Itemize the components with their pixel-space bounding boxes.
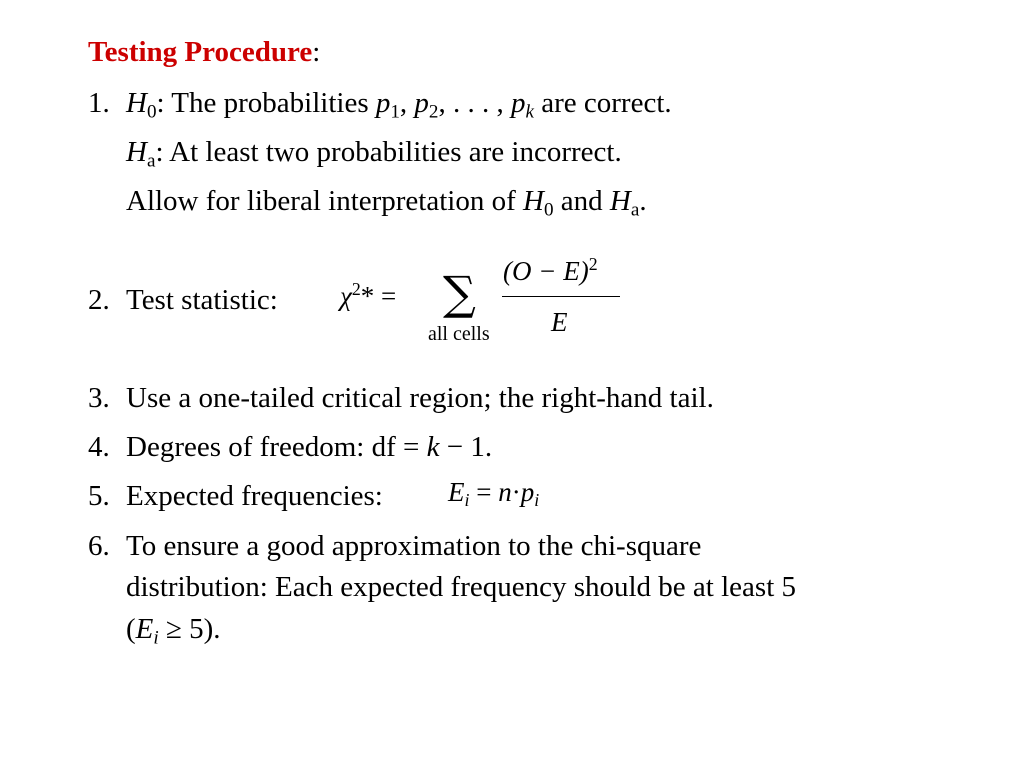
e-sub: i (464, 489, 470, 510)
item-4-number: 4. (88, 431, 110, 463)
item-1-number: 1. (88, 87, 110, 119)
title-text: Testing Procedure (88, 36, 313, 68)
p1-symbol: p (375, 87, 391, 119)
item-6-number: 6. (88, 530, 110, 562)
ha-text: : At least two probabilities are incorrect. (155, 136, 622, 168)
numerator-text: (O − E) (503, 256, 589, 286)
p1-sub: 1 (390, 101, 400, 123)
star-equals: * = (360, 281, 397, 311)
pk-symbol: p (510, 87, 526, 119)
fraction-denominator: E (551, 307, 568, 337)
item-6-line-3 (126, 613, 221, 649)
h0-text: : The probabilities (156, 87, 376, 119)
item-3-number: 3. (88, 382, 110, 414)
chi-square-lhs (340, 279, 397, 311)
item-6-line-2: distribution: Each expected frequency should be at least 5 (126, 571, 797, 603)
item-4-line (126, 433, 492, 462)
item-5-text: Expected frequencies: (126, 480, 383, 512)
h0-text-end: are correct. (533, 87, 672, 119)
item-1-note-line (126, 185, 647, 221)
pk-sub: k (525, 101, 534, 123)
note-ha-symbol: H (609, 185, 631, 217)
sep-1: , (399, 87, 415, 119)
note-h0-symbol: H (523, 185, 544, 217)
sigma-symbol: ∑ (443, 266, 476, 320)
paren-open: ( (126, 613, 136, 645)
note-text: Allow for liberal interpretation of (126, 185, 524, 217)
h0-symbol: H (126, 87, 147, 119)
item-2-number: 2. (88, 284, 110, 316)
item-5-number: 5. (88, 480, 110, 512)
n-symbol: n (498, 477, 512, 507)
note-h0-sub: 0 (543, 199, 554, 221)
fraction-numerator (503, 254, 598, 286)
expected-frequency-formula (448, 477, 540, 510)
numerator-sup: 2 (588, 254, 598, 275)
note-ha-sub: a (630, 199, 640, 221)
p-sub: i (534, 489, 540, 510)
fraction-bar (502, 296, 620, 297)
e-symbol: E (448, 477, 465, 507)
k-symbol: k (426, 431, 440, 463)
chi-symbol: χ (340, 281, 352, 311)
df-text-end: − 1. (439, 431, 493, 463)
ei-sub: i (153, 627, 159, 649)
item-1-ha-line (126, 136, 622, 172)
item-6-line-1: To ensure a good approximation to the chi-square (126, 530, 702, 562)
df-text: Degrees of freedom: df = (126, 431, 427, 463)
note-end: . (639, 185, 647, 217)
sigma-under-label: all cells (428, 323, 490, 345)
chi-sup: 2 (351, 279, 361, 300)
dot: · (511, 477, 521, 507)
equals: = (469, 477, 499, 507)
sep-2: , . . . , (438, 87, 511, 119)
h0-sub: 0 (146, 101, 157, 123)
ha-sub: a (146, 150, 156, 172)
item-1-h0-line (126, 87, 672, 123)
item-3-text: Use a one-tailed critical region; the right-hand tail. (126, 382, 714, 414)
note-and: and (553, 185, 610, 217)
ei-symbol: E (135, 613, 154, 645)
item-2-text: Test statistic: (126, 284, 278, 316)
p2-sub: 2 (428, 101, 439, 123)
p2-symbol: p (414, 87, 429, 119)
title-colon: : (312, 36, 321, 68)
ha-symbol: H (126, 136, 147, 168)
ei-rest: ≥ 5). (158, 613, 221, 645)
page-title (88, 38, 320, 67)
p-symbol: p (520, 477, 535, 507)
